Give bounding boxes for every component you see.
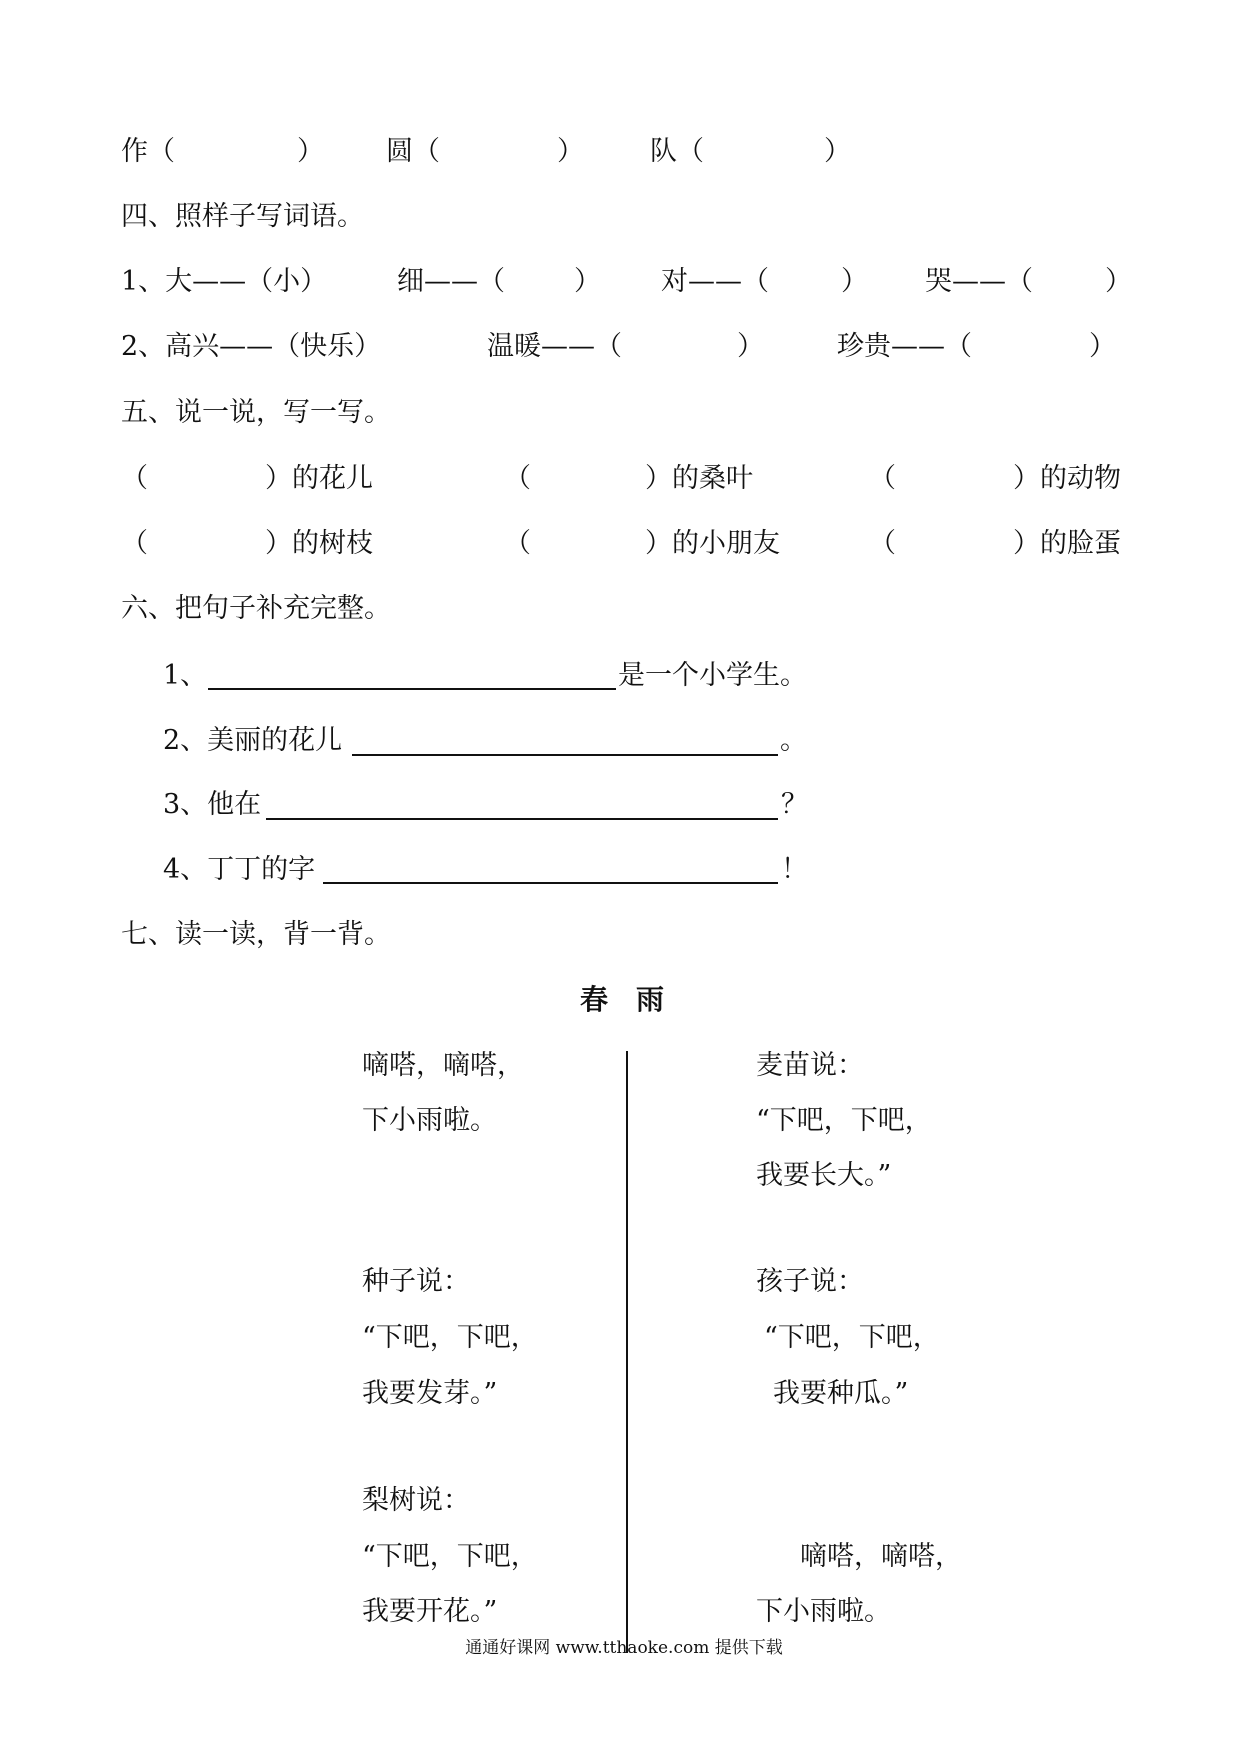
- word-item-close: ）: [557, 136, 584, 167]
- phrase-tail: ）的花儿: [265, 463, 373, 494]
- phrase-tail: ）的小朋友: [645, 528, 780, 559]
- poem-line: 嘀嗒，嘀嗒，: [362, 1050, 524, 1081]
- poem-line: 我要种瓜。”: [773, 1378, 909, 1409]
- phrase-blank-open: （: [869, 528, 896, 559]
- sentence-prefix: 3、他在: [163, 789, 262, 820]
- sentence-suffix: ！: [781, 854, 808, 885]
- antonym-item-lead: 对——（: [661, 266, 769, 297]
- synonym-item-lead: 珍贵——（: [837, 331, 972, 362]
- synonym-item-close: ）: [737, 331, 764, 362]
- sentence-suffix: 是一个小学生。: [618, 660, 807, 691]
- phrase-blank-open: （: [869, 463, 896, 494]
- synonym-example: 2、高兴——（快乐）: [121, 331, 382, 362]
- poem-line: 我要长大。”: [756, 1160, 892, 1191]
- antonym-item-close: ）: [1105, 266, 1132, 297]
- answer-line: [352, 754, 778, 756]
- antonym-example: 1、大——（小）: [121, 266, 328, 297]
- section-7-heading: 七、读一读，背一背。: [121, 919, 391, 950]
- word-item-lead: 圆（: [386, 136, 440, 167]
- word-item-lead: 队（: [650, 136, 704, 167]
- phrase-blank-open: （: [121, 528, 148, 559]
- poem-line: 我要发芽。”: [362, 1378, 498, 1409]
- sentence-prefix: 1、: [163, 660, 208, 691]
- poem-line: “下吧，下吧，: [362, 1541, 538, 1572]
- phrase-blank-open: （: [504, 463, 531, 494]
- poem-line: 麦苗说：: [756, 1050, 864, 1081]
- section-5-heading: 五、说一说，写一写。: [121, 397, 391, 428]
- phrase-blank-open: （: [121, 463, 148, 494]
- poem-line: “下吧，下吧，: [756, 1105, 932, 1136]
- synonym-item-lead: 温暖——（: [487, 331, 622, 362]
- poem-line: “下吧，下吧，: [362, 1322, 538, 1353]
- poem-line: 下小雨啦。: [362, 1105, 497, 1136]
- poem-line: 种子说：: [362, 1266, 470, 1297]
- poem-column-divider: [626, 1051, 628, 1653]
- antonym-item-lead: 哭——（: [925, 266, 1033, 297]
- answer-line: [208, 688, 616, 690]
- answer-line: [323, 882, 778, 884]
- poem-title: 春 雨: [579, 983, 664, 1016]
- antonym-item-close: ）: [574, 266, 601, 297]
- synonym-item-close: ）: [1089, 331, 1116, 362]
- phrase-tail: ）的桑叶: [645, 463, 753, 494]
- sentence-suffix: ？: [781, 789, 808, 820]
- phrase-tail: ）的动物: [1013, 463, 1121, 494]
- antonym-item-lead: 细——（: [397, 266, 505, 297]
- antonym-item-close: ）: [841, 266, 868, 297]
- poem-line: 孩子说：: [756, 1266, 864, 1297]
- poem-line: 嘀嗒，嘀嗒，: [800, 1541, 962, 1572]
- section-6-heading: 六、把句子补充完整。: [121, 593, 391, 624]
- answer-line: [266, 818, 778, 820]
- sentence-prefix: 2、美丽的花儿: [163, 725, 343, 756]
- word-item-close: ）: [824, 136, 851, 167]
- sentence-prefix: 4、丁丁的字: [163, 854, 316, 885]
- poem-line: 我要开花。”: [362, 1596, 498, 1627]
- phrase-tail: ）的脸蛋: [1013, 528, 1121, 559]
- word-item-close: ）: [297, 136, 324, 167]
- section-4-heading: 四、照样子写词语。: [121, 201, 364, 232]
- phrase-tail: ）的树枝: [265, 528, 373, 559]
- sentence-suffix: 。: [780, 725, 807, 756]
- poem-line: 下小雨啦。: [756, 1596, 891, 1627]
- page-footer: 通通好课网 www.tthaoke.com 提供下载: [465, 1638, 783, 1658]
- phrase-blank-open: （: [504, 528, 531, 559]
- word-item-lead: 作（: [121, 136, 175, 167]
- poem-line: 梨树说：: [362, 1485, 470, 1516]
- poem-line: “下吧，下吧，: [764, 1322, 940, 1353]
